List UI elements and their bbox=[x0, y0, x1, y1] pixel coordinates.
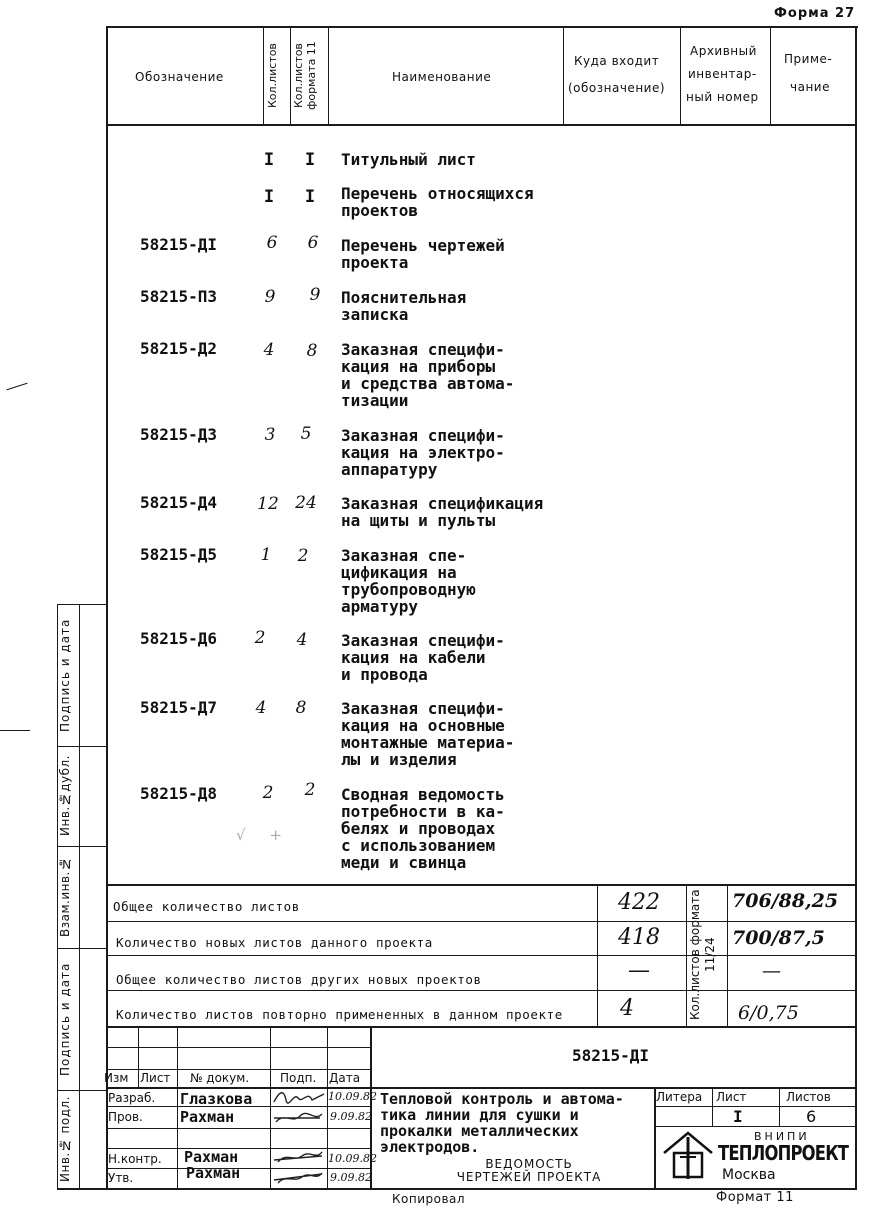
stamp-top-line bbox=[57, 604, 107, 605]
frame-top-line bbox=[106, 26, 858, 28]
scan-mark-left-2 bbox=[6, 383, 27, 391]
header-sheet-count: Кол.листов bbox=[266, 43, 279, 109]
tb-row-3 bbox=[106, 1087, 857, 1089]
summary-col-2 bbox=[686, 884, 687, 1027]
tb-col-sign bbox=[270, 1026, 271, 1188]
tb-right-row-2 bbox=[654, 1126, 856, 1127]
stamp-sign-date-bottom: Подпись и дата bbox=[58, 962, 72, 1076]
header-archive-1: Архивный bbox=[690, 44, 757, 58]
summary-top-line bbox=[106, 884, 856, 886]
stamp-sep-1 bbox=[57, 746, 107, 747]
row-3-name: Перечень чертежей проекта bbox=[341, 236, 505, 272]
summary-side-label: Кол.листов формата 11/24 bbox=[688, 889, 717, 1021]
row-9-name: Заказная специфи- кация на кабели и провода bbox=[341, 631, 505, 684]
row-2-sheets: I bbox=[263, 187, 275, 207]
header-designation: Обозначение bbox=[135, 70, 224, 84]
header-archive-3: ный номер bbox=[686, 90, 759, 104]
tb-name-dev: Глазкова bbox=[180, 1090, 253, 1108]
summary-new-label: Количество новых листов данного проекта bbox=[116, 935, 433, 950]
row-5-name: Заказная специфи- кация на приборы и средства автома- тизации bbox=[341, 340, 515, 410]
row-5-sheets: 4 bbox=[263, 340, 275, 360]
tb-col-date-label: Дата bbox=[329, 1071, 361, 1085]
row-9-format-sheets: 4 bbox=[296, 630, 308, 650]
tb-date-dev: 10.09.82 bbox=[328, 1090, 377, 1103]
tb-row-2 bbox=[106, 1069, 371, 1070]
tb-row-1 bbox=[106, 1047, 371, 1048]
col-line-where bbox=[563, 26, 564, 126]
tb-role-check: Пров. bbox=[108, 1110, 143, 1124]
tb-role-norm: Н.контр. bbox=[108, 1152, 162, 1166]
summary-other-label: Общее количество листов других новых проектов bbox=[116, 972, 482, 987]
stamp-inv-podl: Инв.№ подл. bbox=[58, 1096, 72, 1182]
row-3-sheets: 6 bbox=[266, 233, 278, 253]
summary-col-1 bbox=[597, 884, 598, 1027]
row-10-code: 58215-Д7 bbox=[140, 698, 218, 717]
tb-role-appr: Утв. bbox=[108, 1171, 134, 1185]
summary-line-2 bbox=[106, 921, 856, 922]
row-6-format-sheets: 5 bbox=[300, 424, 312, 444]
summary-right-total: 706/88,25 bbox=[732, 890, 839, 912]
header-note-2: чание bbox=[790, 80, 830, 94]
tb-name-appr: Рахман bbox=[186, 1164, 241, 1182]
summary-right-new: 700/87,5 bbox=[732, 927, 825, 949]
summary-total-value: 422 bbox=[618, 890, 660, 915]
tb-name-check: Рахман bbox=[180, 1108, 235, 1126]
tb-col-izm: Изм bbox=[104, 1071, 129, 1085]
row-10-name: Заказная специфи- кация на основные монтажные материа- лы и изделия bbox=[341, 699, 515, 769]
org-small-label: ВНИПИ bbox=[754, 1130, 810, 1143]
tb-doc-code: 58215-ДI bbox=[572, 1046, 650, 1065]
header-name: Наименование bbox=[392, 70, 492, 84]
org-name: ТЕПЛОПРОЕКТ bbox=[718, 1141, 849, 1165]
row-3-format-sheets: 6 bbox=[307, 233, 319, 253]
org-logo-icon bbox=[660, 1129, 716, 1183]
row-8-format-sheets: 2 bbox=[297, 546, 309, 566]
row-11-name: Сводная ведомость потребности в ка- белях и проводах с использованием меди и свинца bbox=[341, 785, 505, 872]
stamp-sep-4 bbox=[57, 1090, 107, 1091]
row-10-format-sheets: 8 bbox=[295, 698, 307, 718]
tb-col-sign-label: Подп. bbox=[280, 1071, 317, 1085]
col-line-archive bbox=[680, 26, 681, 126]
signature-check bbox=[272, 1108, 326, 1126]
tb-right-col-sheet bbox=[712, 1087, 713, 1127]
row-1-sheets: I bbox=[263, 150, 275, 170]
row-2-name: Перечень относящихся проектов bbox=[341, 184, 534, 220]
summary-right-reused: 6/0,75 bbox=[738, 1002, 799, 1024]
footer-format: Формат 11 bbox=[716, 1190, 794, 1205]
summary-line-3 bbox=[106, 955, 856, 956]
col-line-sheets bbox=[263, 26, 264, 126]
summary-other-value: — bbox=[628, 958, 650, 983]
summary-reused-label: Количество листов повторно примененных в данном проекте bbox=[116, 1007, 563, 1022]
row-9-sheets: 2 bbox=[254, 628, 266, 648]
summary-new-value: 418 bbox=[618, 925, 660, 950]
frame-right-line bbox=[855, 26, 857, 1190]
tb-date-check: 9.09.82 bbox=[330, 1110, 372, 1123]
row-10-sheets: 4 bbox=[255, 698, 267, 718]
row-6-name: Заказная специфи- кация на электро- аппаратуру bbox=[341, 426, 505, 479]
stamp-mid-line bbox=[79, 604, 80, 1190]
tb-right-col-sheets bbox=[779, 1087, 780, 1127]
summary-total-label: Общее количество листов bbox=[113, 899, 300, 914]
row-1-format-sheets: I bbox=[304, 150, 316, 170]
row-4-format-sheets: 9 bbox=[309, 285, 321, 305]
org-city: Москва bbox=[722, 1167, 776, 1183]
form-label: Форма 27 bbox=[774, 6, 856, 21]
row-9-code: 58215-Д6 bbox=[140, 629, 218, 648]
tb-col-doc bbox=[177, 1026, 178, 1188]
header-where-used-1: Куда входит bbox=[574, 54, 660, 68]
summary-line-4 bbox=[106, 990, 856, 991]
tb-sheets-value: 6 bbox=[806, 1107, 817, 1126]
header-bottom-line bbox=[106, 124, 856, 126]
row-6-code: 58215-Д3 bbox=[140, 425, 218, 444]
row-5-code: 58215-Д2 bbox=[140, 339, 218, 358]
stray-pencil-marks: √ + bbox=[236, 826, 282, 844]
tb-row-6 bbox=[106, 1148, 371, 1149]
tb-doc-title: ВЕДОМОСТЬ ЧЕРТЕЖЕЙ ПРОЕКТА bbox=[456, 1157, 602, 1184]
tb-sheet-value: I bbox=[733, 1107, 743, 1126]
summary-col-3 bbox=[727, 884, 728, 1027]
tb-project-title: Тепловой контроль и автома- тика линии для сушки и прокалки металлических электродов. bbox=[380, 1090, 624, 1156]
stamp-sep-2 bbox=[57, 846, 107, 847]
row-7-format-sheets: 24 bbox=[295, 493, 317, 513]
tb-name-norm: Рахман bbox=[184, 1148, 239, 1166]
signature-appr bbox=[272, 1168, 326, 1186]
tb-col-list-label: Лист bbox=[140, 1071, 171, 1085]
row-11-sheets: 2 bbox=[262, 783, 274, 803]
row-4-sheets: 9 bbox=[264, 287, 276, 307]
signature-norm bbox=[272, 1148, 326, 1166]
row-3-code: 58215-ДI bbox=[140, 235, 218, 254]
header-note-1: Приме- bbox=[784, 52, 833, 66]
row-7-sheets: 12 bbox=[257, 494, 279, 514]
footer-copied: Копировал bbox=[392, 1192, 466, 1206]
stamp-sign-date-top: Подпись и дата bbox=[58, 618, 72, 732]
row-8-name: Заказная спе- цификация на трубопроводную арматуру bbox=[341, 546, 476, 616]
signature-dev bbox=[272, 1088, 326, 1106]
row-5-format-sheets: 8 bbox=[306, 341, 318, 361]
tb-col-doc-label: № докум. bbox=[190, 1071, 250, 1085]
summary-right-other: — bbox=[762, 960, 781, 982]
tb-sheet-label: Лист bbox=[716, 1090, 747, 1104]
stamp-vzam-inv: Взам.инв.№ bbox=[58, 856, 72, 938]
col-line-name bbox=[328, 26, 329, 126]
tb-sheets-label: Листов bbox=[786, 1090, 831, 1104]
summary-reused-value: 4 bbox=[620, 996, 634, 1021]
header-where-used-2: (обозначение) bbox=[568, 81, 666, 95]
tb-row-5 bbox=[106, 1128, 371, 1129]
tb-right-row-1 bbox=[654, 1106, 856, 1107]
row-6-sheets: 3 bbox=[264, 425, 276, 445]
tb-role-dev: Разраб. bbox=[108, 1091, 156, 1105]
row-4-code: 58215-ПЗ bbox=[140, 287, 218, 306]
tb-date-appr: 9.09.82 bbox=[330, 1171, 372, 1184]
frame-left-line bbox=[106, 26, 108, 1190]
stamp-sep-3 bbox=[57, 948, 107, 949]
tb-litera-label: Литера bbox=[656, 1090, 703, 1104]
row-2-format-sheets: I bbox=[304, 187, 316, 207]
header-sheet-count-format: Кол.листов формата 11 bbox=[292, 41, 318, 111]
stamp-inv-dubl: Инв.№дубл. bbox=[58, 755, 72, 837]
row-8-sheets: 1 bbox=[260, 545, 272, 565]
row-1-name: Титульный лист bbox=[341, 150, 476, 169]
scan-mark-left bbox=[0, 730, 30, 731]
summary-bottom-line bbox=[106, 1026, 856, 1028]
row-7-code: 58215-Д4 bbox=[140, 493, 218, 512]
header-archive-2: инвентар- bbox=[688, 67, 757, 81]
row-11-code: 58215-Д8 bbox=[140, 784, 218, 803]
col-line-note bbox=[770, 26, 771, 126]
row-8-code: 58215-Д5 bbox=[140, 545, 218, 564]
tb-date-norm: 10.09.82 bbox=[328, 1152, 377, 1165]
tb-col-list bbox=[138, 1026, 139, 1088]
row-7-name: Заказная спецификация на щиты и пульты bbox=[341, 494, 544, 530]
row-4-name: Пояснительная записка bbox=[341, 288, 467, 324]
col-line-format bbox=[290, 26, 291, 126]
row-11-format-sheets: 2 bbox=[304, 780, 316, 800]
